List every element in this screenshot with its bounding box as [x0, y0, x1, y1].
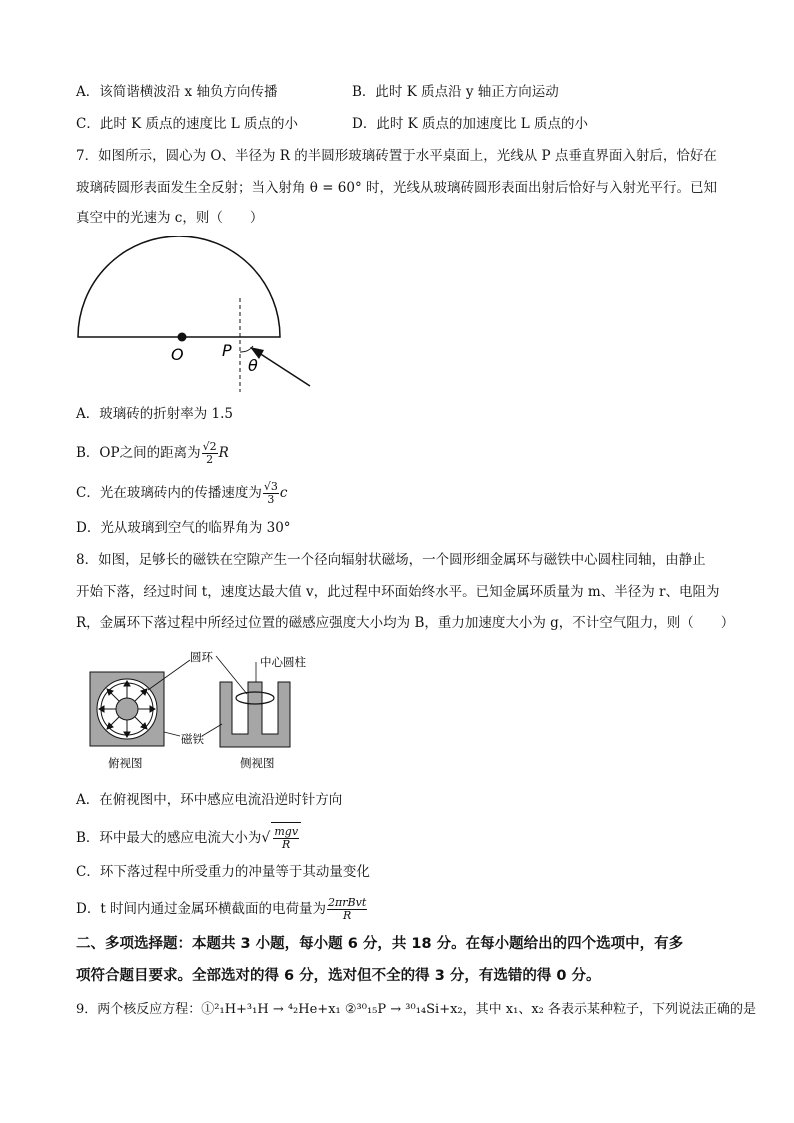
q7-option-c-fraction: [263, 481, 279, 506]
q9-stem-tail: ，其中 x₁、x₂ 各表示某种粒子，下列说法正确的是: [462, 1002, 756, 1017]
q7-figure-semicircle: [70, 236, 320, 396]
q8-option-b-denominator: R: [282, 838, 291, 851]
q7-option-c-text: C．光在玻璃砖内的传播速度为: [76, 485, 262, 501]
q8-stem-line1: 8．如图，足够长的磁铁在空隙产生一个径向辐射状磁场，一个圆形细金属环与磁铁中心圆柱同轴，由静止: [76, 552, 706, 568]
q7-option-c: [76, 478, 287, 508]
q6-option-a: A．该简谐横波沿 x 轴负方向传播: [76, 84, 278, 100]
q9-stem: [76, 1000, 756, 1020]
q8-option-b-numerator: mgv: [274, 825, 299, 838]
q9-equation-1: ①²₁H+³₁H → ⁴₂He+x₁: [201, 1002, 341, 1017]
q8-option-d-text: D．t 时间内通过金属环横截面的电荷量为: [76, 901, 327, 917]
q8-label-top-view: 俯视图: [108, 756, 143, 770]
q8-option-b-fraction: [273, 826, 299, 851]
q8-option-b-radicand: [271, 822, 301, 853]
q8-option-c: C．环下落过程中所受重力的冲量等于其动量变化: [76, 864, 370, 880]
q7-option-b-denominator: 2: [206, 453, 214, 466]
q7-option-c-denominator: 3: [267, 493, 275, 506]
q7-stem-line1: 7．如图所示，圆心为 O、半径为 R 的半圆形玻璃砖置于水平桌面上，光线从 P 点垂直界面入射后，恰好在: [76, 148, 717, 164]
q8-option-d: [76, 894, 368, 924]
q8-figure-magnet: [84, 644, 314, 774]
q7-option-b-unit: R: [218, 445, 229, 461]
q7-option-b-text: B．OP之间的距离为: [76, 445, 201, 461]
q6-option-b: B．此时 K 质点沿 y 轴正方向运动: [352, 84, 559, 100]
q8-option-d-fraction: [327, 897, 367, 922]
q7-option-a: A．玻璃砖的折射率为 1.5: [76, 406, 234, 422]
q8-label-magnet: 磁铁: [181, 732, 204, 746]
q8-stem-line2: 开始下落，经过时间 t，速度达最大值 v，此过程中环面始终水平。已知金属环质量为 m、半径为 r、电阻为: [76, 584, 720, 600]
q8-option-d-numerator: 2πrBvt: [328, 896, 367, 909]
section-2-heading-line2: 项符合题目要求。全部选对的得 6 分，选对但不全的得 3 分，有选错的得 0 分。: [76, 968, 601, 984]
q7-option-b: [76, 438, 229, 468]
q8-label-cylinder: 中心圆柱: [260, 655, 306, 669]
q7-label-p: P: [222, 341, 232, 360]
q9-equation-2: ②³⁰₁₅P → ³⁰₁₄Si+x₂: [344, 1002, 463, 1017]
q7-option-c-unit: c: [279, 485, 288, 501]
q8-option-a: A．在俯视图中，环中感应电流沿逆时针方向: [76, 792, 343, 808]
q8-option-b: [76, 822, 301, 852]
q7-option-b-fraction: [202, 441, 218, 466]
q7-stem-line3: 真空中的光速为 c，则（ ）: [76, 210, 264, 226]
q8-label-ring: 圆环: [190, 650, 213, 664]
q7-label-theta: θ: [248, 356, 258, 375]
q8-label-side-view: 侧视图: [240, 756, 275, 770]
q8-option-b-text: B．环中最大的感应电流大小为: [76, 830, 262, 846]
q7-option-c-numerator: √3: [263, 480, 278, 493]
q8-option-d-denominator: R: [343, 909, 352, 922]
q7-option-d: D．光从玻璃到空气的临界角为 30°: [76, 520, 291, 536]
q9-stem-text: 9．两个核反应方程：: [76, 1002, 202, 1017]
q6-option-d: D．此时 K 质点的加速度比 L 质点的小: [352, 116, 589, 132]
q8-stem-line3: R，金属环下落过程中所经过位置的磁感应强度大小均为 B，重力加速度大小为 g，不计空气阻力，则（ ）: [76, 615, 735, 631]
q7-label-o: O: [171, 345, 184, 364]
q7-option-b-numerator: √2: [202, 440, 217, 453]
q8-option-b-radical-icon: √: [261, 830, 271, 846]
q6-option-c: C．此时 K 质点的速度比 L 质点的小: [76, 116, 299, 132]
q7-stem-line2: 玻璃砖圆形表面发生全反射；当入射角 θ = 60° 时，光线从玻璃砖圆形表面出射后恰好与入射光平行。已知: [76, 180, 718, 196]
section-2-heading-line1: 二、多项选择题：本题共 3 小题，每小题 6 分，共 18 分。在每小题给出的四个选项中，有多: [76, 936, 684, 952]
